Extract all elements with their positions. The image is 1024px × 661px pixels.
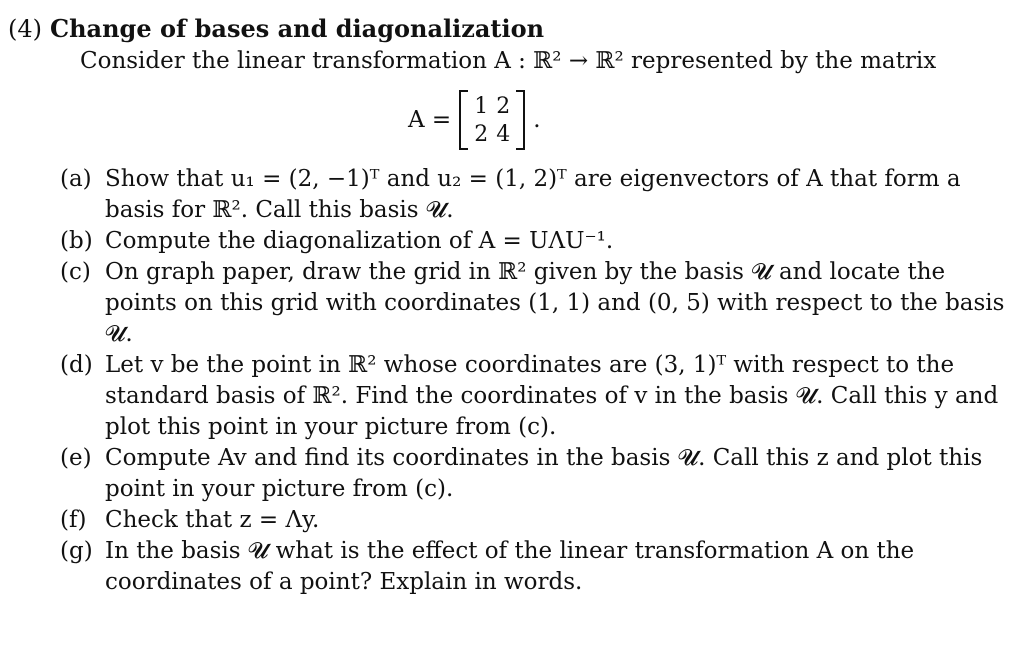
right-bracket	[516, 90, 525, 150]
matrix-entry: 2	[496, 93, 511, 119]
part-e	[60, 443, 1010, 505]
part-text: In the basis 𝓤 what is the effect of the linear transformation A on the coordinates of a point? Explain in words.	[105, 538, 915, 595]
part-b	[60, 226, 1010, 257]
part-label: (d)	[60, 352, 93, 378]
part-d	[60, 350, 1010, 443]
part-text: Check that z = Λy.	[105, 507, 320, 533]
part-text: Show that u₁ = (2, −1)ᵀ and u₂ = (1, 2)ᵀ are eigenvectors of A that form a basis for ℝ². Call this basis 𝓤.	[105, 166, 961, 223]
part-f	[60, 505, 1010, 536]
matrix-lhs: A =	[408, 107, 452, 133]
matrix-entry: 2	[474, 121, 489, 147]
part-a	[60, 164, 1010, 226]
matrix-entries	[468, 92, 516, 148]
part-label: (a)	[60, 166, 92, 192]
part-text: On graph paper, draw the grid in ℝ² given by the basis 𝓤 and locate the points on this grid with coordinates (1, 1) and (0, 5) with respect to the basis 𝓤.	[105, 259, 1005, 347]
part-label: (f)	[60, 507, 87, 533]
problem-parts	[60, 164, 1010, 598]
part-label: (b)	[60, 228, 93, 254]
part-text: Compute Av and find its coordinates in the basis 𝓤. Call this z and plot this point in your picture from (c).	[105, 445, 983, 502]
left-bracket	[459, 90, 468, 150]
matrix-entry: 4	[496, 121, 511, 147]
problem-intro: Consider the linear transformation A : ℝ² → ℝ² represented by the matrix	[80, 48, 937, 74]
part-text: Let v be the point in ℝ² whose coordinates are (3, 1)ᵀ with respect to the standard basis of ℝ². Find the coordinates of v in the basis 𝓤. Call this y and plot this point in your picture from (c).	[105, 352, 999, 440]
part-label: (c)	[60, 259, 91, 285]
matrix-equation	[408, 88, 541, 152]
matrix-entry: 1	[474, 93, 489, 119]
matrix-period: .	[533, 107, 541, 133]
problem-heading	[8, 14, 544, 43]
part-text: Compute the diagonalization of A = UΛU⁻¹.	[105, 228, 614, 254]
part-label: (e)	[60, 445, 92, 471]
part-g	[60, 536, 1010, 598]
problem-title: Change of bases and diagonalization	[50, 14, 545, 43]
problem-number: (4)	[8, 15, 42, 43]
part-label: (g)	[60, 538, 93, 564]
part-c	[60, 257, 1010, 350]
